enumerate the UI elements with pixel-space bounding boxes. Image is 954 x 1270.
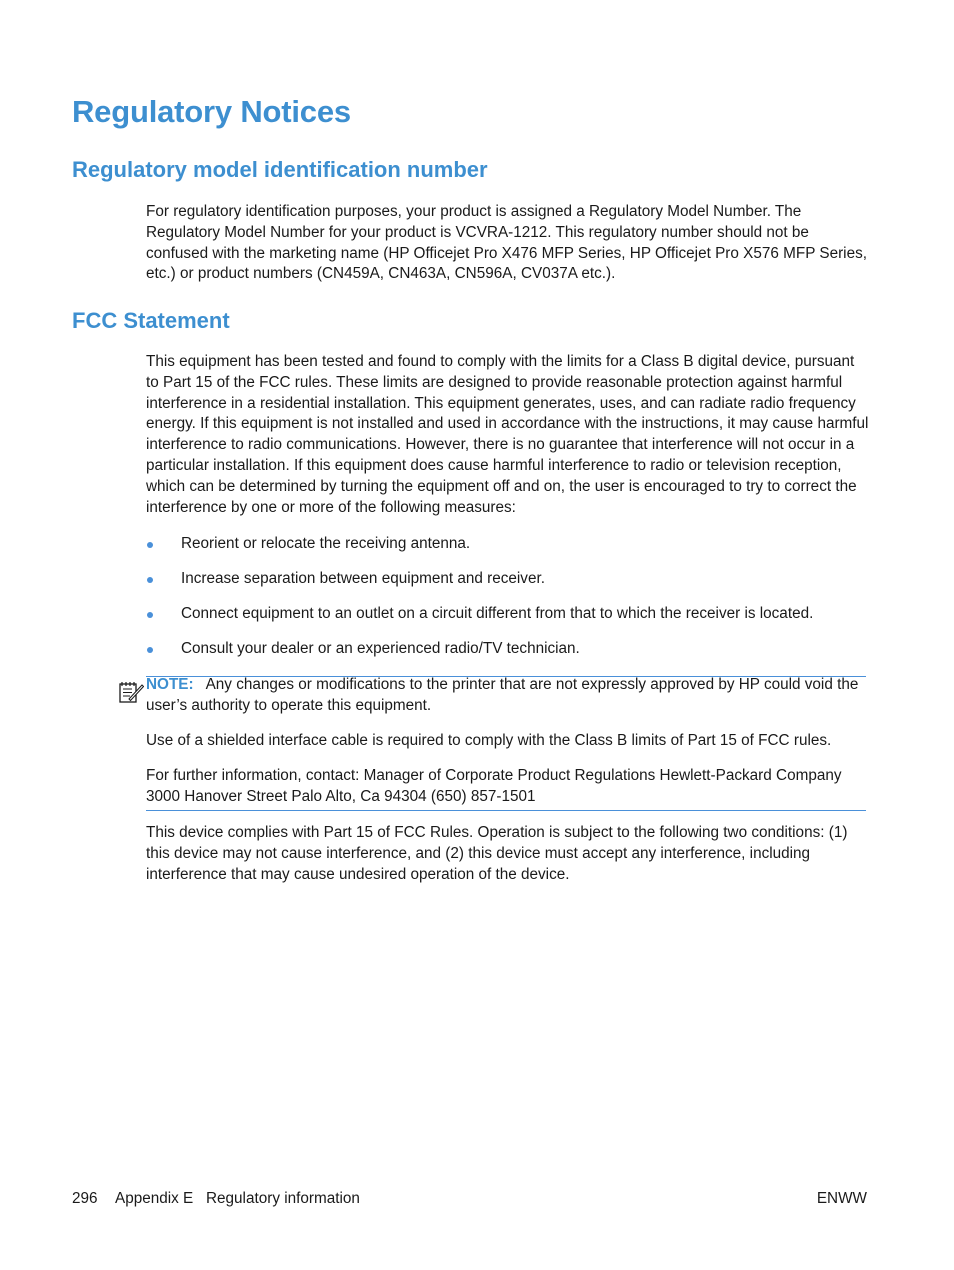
shielded-cable-paragraph: Use of a shielded interface cable is required to comply with the Class B limits of Part 15 of FCC rules.	[146, 732, 832, 749]
list-item-text: Consult your dealer or an experienced radio/TV technician.	[181, 640, 580, 657]
model-number-paragraph: For regulatory identification purposes, your product is assigned a Regulatory Model Number. The Regulatory Model Number for your product is VCVRA-1212. This regulatory number should not be confused with the marketing name (HP Officejet Pro X476 MFP Series, HP Officejet Pro X576 MFP Series, etc.) or product numbers (CN459A, CN463A, CN596A, CV037A etc.).	[146, 203, 867, 283]
bullet-dot-icon	[147, 647, 153, 653]
bullet-dot-icon	[147, 612, 153, 618]
contact-paragraph: For further information, contact: Manager of Corporate Product Regulations Hewlett-Packard Company 3000 Hanover Street Palo Alto, Ca 94304 (650) 857-1501	[146, 767, 842, 805]
footer-section-title: Appendix E Regulatory information	[115, 1190, 360, 1207]
list-item	[146, 569, 870, 604]
note-text	[146, 675, 870, 717]
measures-list	[146, 534, 870, 674]
note-body: Any changes or modifications to the printer that are not expressly approved by HP could void the user’s authority to operate this equipment.	[146, 676, 859, 714]
section-heading-model-number: Regulatory model identification number	[72, 157, 488, 182]
list-item-text: Increase separation between equipment and receiver.	[181, 570, 545, 587]
page-title: Regulatory Notices	[72, 94, 351, 129]
footer-page-number: 296	[72, 1190, 98, 1207]
bullet-dot-icon	[147, 542, 153, 548]
section-heading-fcc: FCC Statement	[72, 308, 230, 333]
bullet-dot-icon	[147, 577, 153, 583]
fcc-paragraph: This equipment has been tested and found to comply with the limits for a Class B digital device, pursuant to Part 15 of the FCC rules. These limits are designed to provide reasonable protection against harmful interference in a residential installation. This equipment generates, uses, and can radiate radio frequency energy. If this equipment is not installed and used in accordance with the instructions, it may cause harmful interference to radio communications. However, there is no guarantee that interference will not occur in a particular installation. If this equipment does cause harmful interference to radio or television reception, which can be determined by turning the equipment off and on, the user is encouraged to try to correct the interference by one or more of the following measures:	[146, 353, 869, 516]
note-icon	[118, 680, 144, 704]
list-item-text: Connect equipment to an outlet on a circuit different from that to which the receiver is located.	[181, 605, 814, 622]
list-item	[146, 639, 870, 674]
list-item-text: Reorient or relocate the receiving antenna.	[181, 535, 471, 552]
list-item	[146, 534, 870, 569]
device-compliance-paragraph: This device complies with Part 15 of FCC Rules. Operation is subject to the following two conditions: (1) this device may not cause interference, and (2) this device must accept any interference, including interference that may cause undesired operation of the device.	[146, 824, 848, 883]
footer-doc-code: ENWW	[816, 1190, 867, 1207]
list-item	[146, 604, 870, 639]
note-label: NOTE:	[146, 676, 194, 693]
